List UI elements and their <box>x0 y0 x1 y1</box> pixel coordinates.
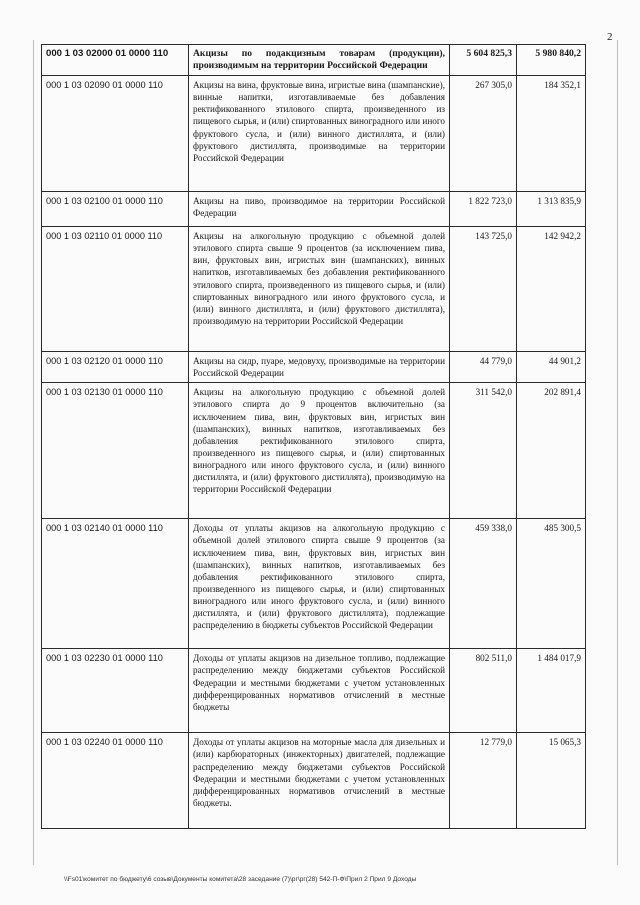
value-col2-cell: 44 901,2 <box>517 352 586 383</box>
value-col1-cell: 1 822 723,0 <box>450 192 517 227</box>
budget-code-cell: 000 1 03 02230 01 0000 110 <box>42 649 189 733</box>
value-col1-cell: 267 305,0 <box>450 76 517 192</box>
revenue-name-cell: Акцизы на вина, фруктовые вина, игристые вина (шампанские), винные напитки, изготавливаемые без добавления ректификованного этилового спирта, произведенного из пищевого сырья, и (или) спиртованных виноградного или иного фруктового сусла, и (или) винного дистиллята, и (или) фруктового дистиллята, производимые на территории Российской Федерации <box>189 76 450 192</box>
table-row <box>42 192 586 227</box>
file-path-footer: \\Fs01\комитет по бюджету\6 созыв\Документы комитета\28 заседание (7)\рг\рг(28) 542-П-Ф\Прил 2 Прил 9 Доходы <box>64 876 417 883</box>
revenue-name-cell: Акцизы на алкогольную продукцию с объемной долей этилового спирта до 9 процентов включительно (за исключением пива, вин, фруктовых вин, игристых вин (шампанских), винных напитков, изготавливаемых без добавления ректификованного этилового спирта, произведенного из пищевого сырья, и (или) спиртованных виноградного или иного фруктового сусла, и (или) винного дистиллята, и (или) фруктового дистиллята), производимую на территории Российской Федерации <box>189 383 450 519</box>
value-col1-cell: 311 542,0 <box>450 383 517 519</box>
value-col2-cell: 202 891,4 <box>517 383 586 519</box>
right-margin-line <box>617 40 618 865</box>
revenue-name-cell: Акцизы по подакцизным товарам (продукции), производимым на территории Российской Федерации <box>189 45 450 76</box>
budget-code-cell: 000 1 03 02120 01 0000 110 <box>42 352 189 383</box>
value-col1-cell: 459 338,0 <box>450 519 517 649</box>
value-col2-cell: 1 313 835,9 <box>517 192 586 227</box>
value-col1-cell: 802 511,0 <box>450 649 517 733</box>
table-row <box>42 733 586 829</box>
revenue-name-cell: Доходы от уплаты акцизов на алкогольную продукцию с объемной долей этилового спирта свыше 9 процентов (за исключением пива, вин, фруктовых вин, игристых вин (шампанских), винных напитков, изготавливаемых без добавления ректификованного этилового спирта, произведенного из пищевого сырья, и (или) спиртованных виноградного или иного фруктового сусла, и (или) винного дистиллята, и (или) фруктового дистиллята), подлежащие распределению в бюджеты субъектов Российской Федерации <box>189 519 450 649</box>
value-col1-cell: 12 779,0 <box>450 733 517 829</box>
revenue-name-cell: Доходы от уплаты акцизов на дизельное топливо, подлежащие распределению между бюджетами субъектов Российской Федерации и местными бюджетами с учетом установленных дифференцированных нормативов отчислений в местные бюджеты <box>189 649 450 733</box>
revenue-name-cell: Акцизы на сидр, пуаре, медовуху, производимые на территории Российской Федерации <box>189 352 450 383</box>
table-row <box>42 227 586 352</box>
value-col2-cell: 485 300,5 <box>517 519 586 649</box>
left-margin-line <box>33 40 34 865</box>
budget-code-cell: 000 1 03 02110 01 0000 110 <box>42 227 189 352</box>
value-col1-cell: 5 604 825,3 <box>450 45 517 76</box>
page-number: 2 <box>607 31 613 43</box>
value-col2-cell: 142 942,2 <box>517 227 586 352</box>
revenue-table <box>41 44 586 829</box>
value-col2-cell: 1 484 017,9 <box>517 649 586 733</box>
table-row <box>42 76 586 192</box>
revenue-name-cell: Доходы от уплаты акцизов на моторные масла для дизельных и (или) карбюраторных (инжекторных) двигателей, подлежащие распределению между бюджетами субъектов Российской Федерации и местными бюджетами с учетом установленных дифференцированных нормативов отчислений в местные бюджеты. <box>189 733 450 829</box>
budget-code-cell: 000 1 03 02140 01 0000 110 <box>42 519 189 649</box>
value-col2-cell: 184 352,1 <box>517 76 586 192</box>
budget-code-cell: 000 1 03 02090 01 0000 110 <box>42 76 189 192</box>
table-row <box>42 383 586 519</box>
table-row <box>42 519 586 649</box>
value-col2-cell: 5 980 840,2 <box>517 45 586 76</box>
table-row <box>42 45 586 76</box>
budget-code-cell: 000 1 03 02100 01 0000 110 <box>42 192 189 227</box>
value-col1-cell: 143 725,0 <box>450 227 517 352</box>
budget-code-cell: 000 1 03 02000 01 0000 110 <box>42 45 189 76</box>
value-col1-cell: 44 779,0 <box>450 352 517 383</box>
revenue-name-cell: Акцизы на алкогольную продукцию с объемной долей этилового спирта свыше 9 процентов (за исключением пива, вин, фруктовых вин, игристых вин (шампанских), винных напитков, изготавливаемых без добавления ректификованного этилового спирта, произведенного из пищевого сырья, и (или) спиртованных виноградного или иного фруктового сусла, и (или) винного дистиллята, и (или) фруктового дистиллята), производимую на территории Российской Федерации <box>189 227 450 352</box>
table-row <box>42 649 586 733</box>
value-col2-cell: 15 065,3 <box>517 733 586 829</box>
revenue-name-cell: Акцизы на пиво, производимое на территории Российской Федерации <box>189 192 450 227</box>
budget-code-cell: 000 1 03 02240 01 0000 110 <box>42 733 189 829</box>
budget-code-cell: 000 1 03 02130 01 0000 110 <box>42 383 189 519</box>
table-row <box>42 352 586 383</box>
